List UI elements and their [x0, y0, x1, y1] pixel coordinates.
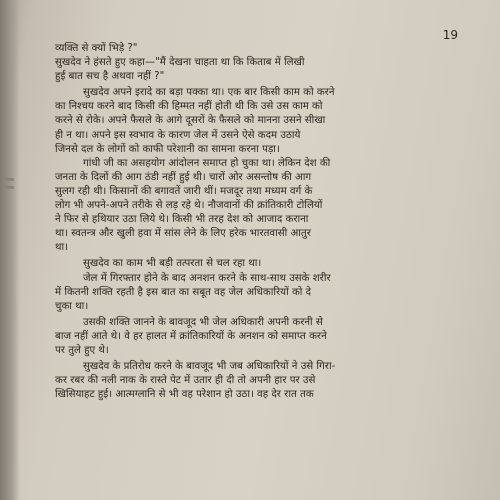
text-line: का निश्चय करने बाद किसी की हिम्मत नहीं होती थी कि उसे उस काम को [55, 101, 323, 113]
text-line: उसकी शक्ति जानने के बावजूद भी जेल अधिकारी अपनी करनी से [83, 316, 323, 328]
text-line: खिसियाहट हुई। आत्मग्लानि से भी वह परेशान हो उठा। वह देर रात तक [55, 389, 314, 401]
text-line: था। [55, 242, 69, 254]
paragraph-6 [55, 316, 465, 358]
text-line: जेल में गिरफ्तार होने के बाद अनशन करने के साथ-साथ उसके शरीर [83, 272, 331, 284]
paragraph-1 [55, 42, 465, 84]
page-binding [0, 0, 20, 500]
text-line: लोग भी अपने-अपने तरीके से लड़ रहे थे। नौजवानों की क्रांतिकारी टोलियों [55, 200, 323, 212]
text-line: गांधी जी का असहयोग आंदोलन समाप्त हो चुका था। लेकिन देश की [83, 157, 331, 169]
text-line: में कितनी शक्ति रहती है इस बात का सबूत वह जेल अधिकारियों को दे [55, 286, 312, 298]
text-line: व्यक्ति से क्यों भिड़े ?" [55, 43, 138, 54]
paragraph-7 [55, 360, 465, 402]
text-line: करने से रोके। अपने फैसले के आगे दूसरों के फैसले को मानना उसने सीखा [55, 115, 326, 127]
paragraph-3 [55, 157, 465, 256]
paragraph-5 [55, 272, 465, 314]
text-line: सुखदेव के प्रतिरोध करने के बावजूद भी जब अधिकारियों ने उसे गिरा- [83, 361, 336, 373]
text-line: सुखदेव अपने इरादे का बड़ा पक्का था। एक बार किसी काम को करने [83, 87, 335, 99]
text-line: चुका था। [55, 300, 89, 312]
text-line: ही न था। अपने इस स्वभाव के कारण जेल में उसने ऐसे कदम उठाये [55, 129, 301, 141]
text-line: पर तुले हुए थे। [55, 344, 109, 356]
text-line: सुखदेव ने हंसते हुए कहा—"मैं देखना चाहता था कि किताब में लिखी [55, 57, 305, 69]
text-line: ने फिर से हथियार उठा लिये थे। किसी भी तरह देश को आजाद कराना [55, 214, 309, 226]
text-line: जनता के दिलों की आग ठंडी नहीं हुई थी। चारों ओर असन्तोष की आग [55, 171, 312, 183]
text-line: जिनसे दल के लोगों को काफी परेशानी का सामना करना पड़ा। [55, 143, 280, 155]
text-line: सुलग रही थी। किसानों की बगावतें जारी थीं। मजदूर तथा मध्यम वर्ग के [55, 185, 313, 197]
staple-mark [4, 186, 14, 189]
text-line: था। स्वतन्त्र और खुली हवा में सांस लेने के लिए हरेक भारतवासी आतुर [55, 228, 311, 240]
text-line: कर रबर की नली नाक के रास्ते पेट में उतार ही दी तो अपनी हार पर उसे [55, 375, 316, 387]
paragraph-2 [55, 86, 465, 156]
text-line: सुखदेव का काम भी बड़ी तत्परता से चल रहा था। [83, 258, 262, 270]
paragraph-4 [55, 257, 465, 271]
page-number: 19 [442, 28, 458, 42]
staple-mark [4, 178, 14, 181]
text-line: बाज नहीं आते थे। वे हर हालत में क्रांतिकारियों के अनशन को समाप्त करने [55, 330, 327, 342]
text-line: हुई बात सच है अथवा नहीं ?" [55, 71, 165, 83]
body-text [55, 42, 465, 402]
